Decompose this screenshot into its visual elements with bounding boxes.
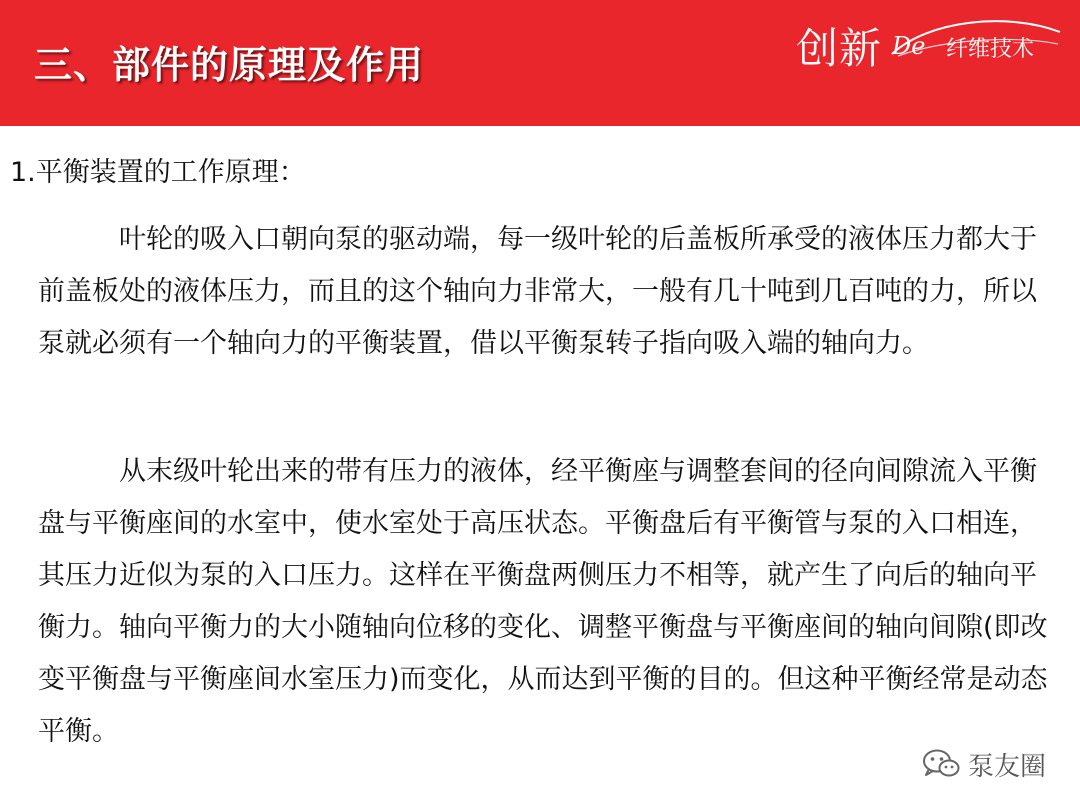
brand-sub-text: 纤维技术 [946, 37, 1035, 62]
brand-logo [796, 12, 1066, 72]
wechat-icon [922, 748, 960, 780]
title-banner [0, 0, 1080, 126]
watermark [922, 742, 1046, 786]
watermark-text: 泵友圈 [967, 751, 1046, 782]
slide-title: 三、部件的原理及作用 [34, 43, 425, 87]
brand-main-text: 创新 [796, 24, 883, 73]
brand-de-text: De [892, 32, 926, 60]
body-paragraph: 叶轮的吸入口朝向泵的驱动端，每一级叶轮的后盖板所承受的液体压力都大于前盖板处的液体压力，而且的这个轴向力非常大，一般有几十吨到几百吨的力，所以泵就必须有一个轴向力的平衡装置，借以平衡泵转子指向吸入端的轴向力。 [38, 224, 1037, 359]
body-paragraph: 从末级叶轮出来的带有压力的液体，经平衡座与调整套间的径向间隙流入平衡盘与平衡座间的水室中，使水室处于高压状态。平衡盘后有平衡管与泵的入口相连，其压力近似为泵的入口压力。这样在平衡盘两侧压力不相等，就产生了向后的轴向平衡力。轴向平衡力的大小随轴向位移的变化、调整平衡盘与平衡座间的轴向间隙(即改变平衡盘与平衡座间水室压力)而变化，从而达到平衡的目的。但这种平衡经常是动态平衡。 [38, 456, 1048, 747]
section-heading: 1.平衡装置的工作原理： [10, 157, 306, 188]
